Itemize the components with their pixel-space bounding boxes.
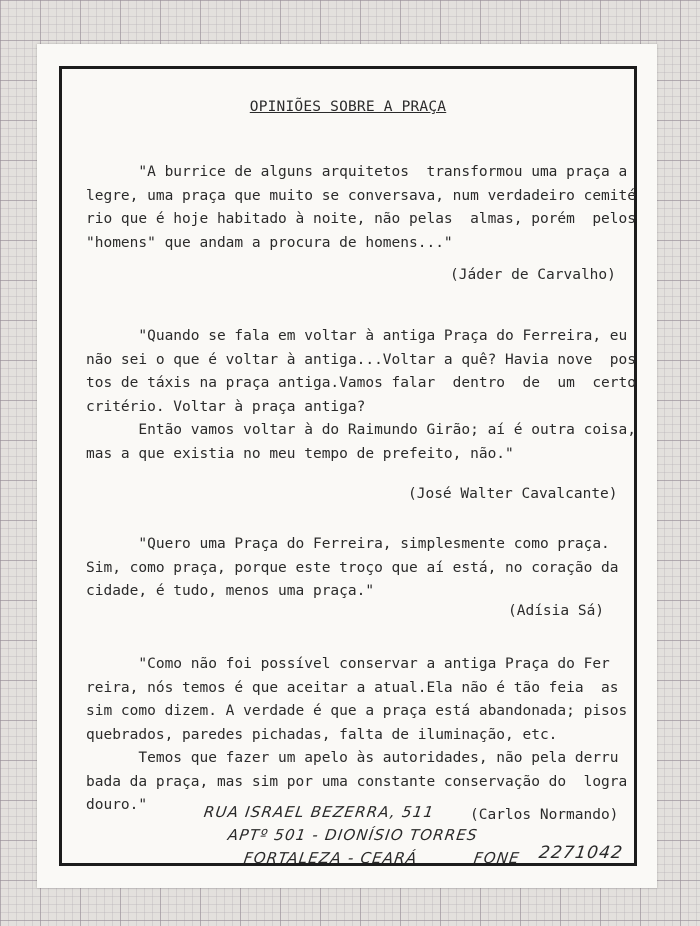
quote-line: cidade, é tudo, menos uma praça." [86,583,375,599]
document-title: OPINIÕES SOBRE A PRAÇA [249,99,447,115]
quote-line: não sei o que é voltar à antiga...Voltar a quê? Havia nove pos [86,351,636,368]
document-frame [59,66,637,866]
quote-author: (Carlos Normando) [470,807,619,823]
quote-line: quebrados, paredes pichadas, falta de iluminação, etc. [86,726,558,743]
quote-adisia [86,533,626,604]
quote-author: (Adísia Sá) [508,603,605,619]
handwritten-phone-label: FONE [472,849,522,867]
quote-line: "Quero uma Praça do Ferreira, simplesmente como praça. [86,536,610,552]
handwritten-address-city: FORTALEZA - CEARÁ [242,849,419,867]
handwritten-address-street: RUA ISRAEL BEZERRA, 511 [202,803,436,821]
quote-author: (José Walter Cavalcante) [408,486,618,502]
quote-line: douro." [86,797,148,813]
quote-line: "Quando se fala em voltar à antiga Praça do Ferreira, eu [86,328,628,344]
quote-jader [86,161,636,255]
handwritten-phone-number: 2271042 [537,843,625,863]
quote-author: (Jáder de Carvalho) [450,267,616,283]
quote-line: "Como não foi possível conservar a antiga Praça do Fer [86,656,610,672]
quote-line: sim como dizem. A verdade é que a praça está abandonada; pisos [86,703,628,719]
quote-line: mas a que existia no meu tempo de prefeito, não." [86,445,514,462]
quote-line: bada da praça, mas sim por uma constante conservação do logra [86,773,628,790]
paper-sheet [37,44,657,888]
quote-line: reira, nós temos é que aceitar a atual.Ela não é tão feia as [86,679,619,696]
quote-line: Temos que fazer um apelo às autoridades, não pela derru [86,750,619,766]
quote-line: "homens" que andam a procura de homens..." [86,234,453,251]
handwritten-address-apartment: APTº 501 - DIONÍSIO TORRES [226,826,480,844]
quote-carlos [86,653,626,818]
quote-jose-walter [86,325,636,466]
quote-line: rio que é hoje habitado à noite, não pelas almas, porém pelos [86,211,636,227]
quote-line: Sim, como praça, porque este troço que aí está, no coração da [86,559,619,576]
quote-line: Então vamos voltar à do Raimundo Girão; aí é outra coisa, [86,422,636,438]
quote-line: critério. Voltar à praça antiga? [86,398,366,415]
quote-line: "A burrice de alguns arquitetos transformou uma praça a [86,164,628,180]
quote-line: legre, uma praça que muito se conversava, num verdadeiro cemité [86,187,636,204]
quote-line: tos de táxis na praça antiga.Vamos falar dentro de um certo [86,375,636,391]
